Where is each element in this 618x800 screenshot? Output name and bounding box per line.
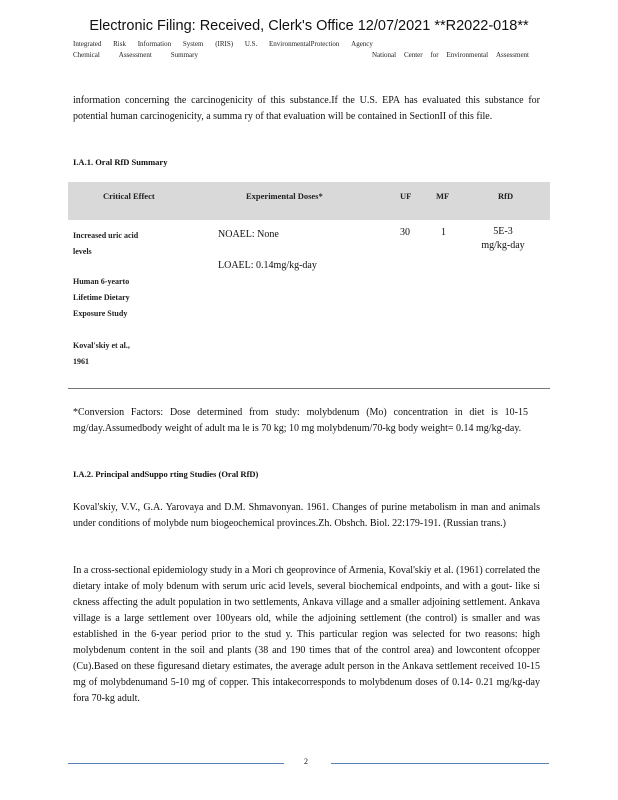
citation-line: 1961	[73, 357, 89, 366]
study-description-cell	[73, 274, 145, 322]
header-word: EnvironmentalProtection	[269, 40, 340, 48]
footer-rule-right	[331, 763, 549, 764]
rfd-line: mg/kg-day	[481, 240, 525, 251]
running-header-line-2-right	[372, 51, 529, 59]
citation-line: Koval'skiy et al.,	[73, 341, 130, 350]
noael-value: NOAEL: None	[218, 229, 279, 240]
mf-value: 1	[441, 227, 446, 238]
rfd-table-body	[68, 220, 550, 389]
header-word: Agency	[351, 40, 373, 48]
header-word: Environmental	[446, 51, 489, 59]
header-word: System	[182, 40, 204, 48]
column-header-experimental-doses: Experimental Doses*	[246, 191, 323, 201]
citation-cell	[73, 338, 153, 370]
header-word: for	[430, 51, 439, 59]
header-word: National	[372, 51, 397, 59]
study-line: Human 6-yearto	[73, 277, 130, 286]
running-header-line-1	[73, 40, 373, 48]
header-word: Integrated	[73, 40, 102, 48]
section-heading-principal-studies: I.A.2. Principal andSuppo rting Studies (Oral RfD)	[73, 469, 259, 479]
header-word: Chemical	[73, 51, 100, 59]
filing-stamp: Electronic Filing: Received, Clerk's Office 12/07/2021 **R2022-018**	[89, 18, 529, 34]
intro-paragraph: information concerning the carcinogenicity of this substance.If the U.S. EPA has evaluated this substance for potential human carcinogenicity, a summa ry of that evaluation will be contained in SectionII of this file.	[73, 95, 540, 122]
rfd-line: 5E-3	[493, 226, 513, 237]
running-header-line-2-left	[73, 51, 198, 59]
column-header-rfd: RfD	[498, 191, 514, 201]
header-word: U.S.	[244, 40, 258, 48]
column-header-uf: UF	[400, 191, 412, 201]
critical-effect-cell: Increased uric acid levels	[73, 231, 139, 256]
column-header-critical-effect: Critical Effect	[103, 191, 155, 201]
footer-rule-left	[68, 763, 284, 764]
study-line: Exposure Study	[73, 309, 128, 318]
header-word: Assessment	[495, 51, 529, 59]
header-word: Risk	[113, 40, 126, 48]
header-word: Assessment	[118, 51, 152, 59]
loael-value: LOAEL: 0.14mg/kg-day	[218, 260, 317, 271]
rfd-table-header	[68, 182, 550, 220]
uf-value: 30	[400, 227, 410, 238]
header-word: (IRIS)	[215, 40, 234, 48]
conversion-factors-footnote: *Conversion Factors: Dose determined from study: molybdenum (Mo) concentration in diet is 10-15 mg/day.Assumedbody weight of adult ma le is 70 kg; 10 mg molybdenum/70-kg body weight= 0.14 mg/kg-day.	[73, 407, 528, 434]
header-word: Center	[403, 51, 423, 59]
study-description-paragraph: In a cross-sectional epidemiology study in a Mori ch geoprovince of Armenia, Koval'skiy et al. (1961) correlated the dietary intake of moly bdenum with serum uric acid levels, several biochemical endpoints, and with a gout- like si ckness affecting the adult population in two settlements, Ankava village and a smaller adjoining settlement. Ankava village is a large settlement over 100years old, while the adjoining settlement (the control) is smaller and was established in the 6-year period prior to the stud y. This particular region was selected for two reasons: high molybdenum content in the soil and plants (38 and 190 times that of the control area) and lowcontent ofcopper (Cu).Based on these figuresand dietary estimates, the average adult person in the Ankava settlement received 10-15 mg of molybdenumand 5-10 mg of copper. This intakecorresponds to molybdenum doses of 0.14- 0.21 mg/kg-day fora 70-kg adult.	[73, 565, 540, 704]
header-word: Information	[137, 40, 172, 48]
section-heading-oral-rfd-summary: I.A.1. Oral RfD Summary	[73, 157, 168, 167]
study-line: Lifetime Dietary	[73, 293, 130, 302]
column-header-mf: MF	[436, 191, 450, 201]
page-number: 2	[304, 757, 308, 766]
header-word: Summary	[170, 51, 198, 59]
rfd-value	[468, 225, 538, 253]
reference-paragraph: Koval'skiy, V.V., G.A. Yarovaya and D.M. Shmavonyan. 1961. Changes of purine metabolism in man and animals under conditions of molybde num biogeochemical provinces.Zh. Obshch. Biol. 22:179-191. (Russian trans.)	[73, 502, 540, 529]
